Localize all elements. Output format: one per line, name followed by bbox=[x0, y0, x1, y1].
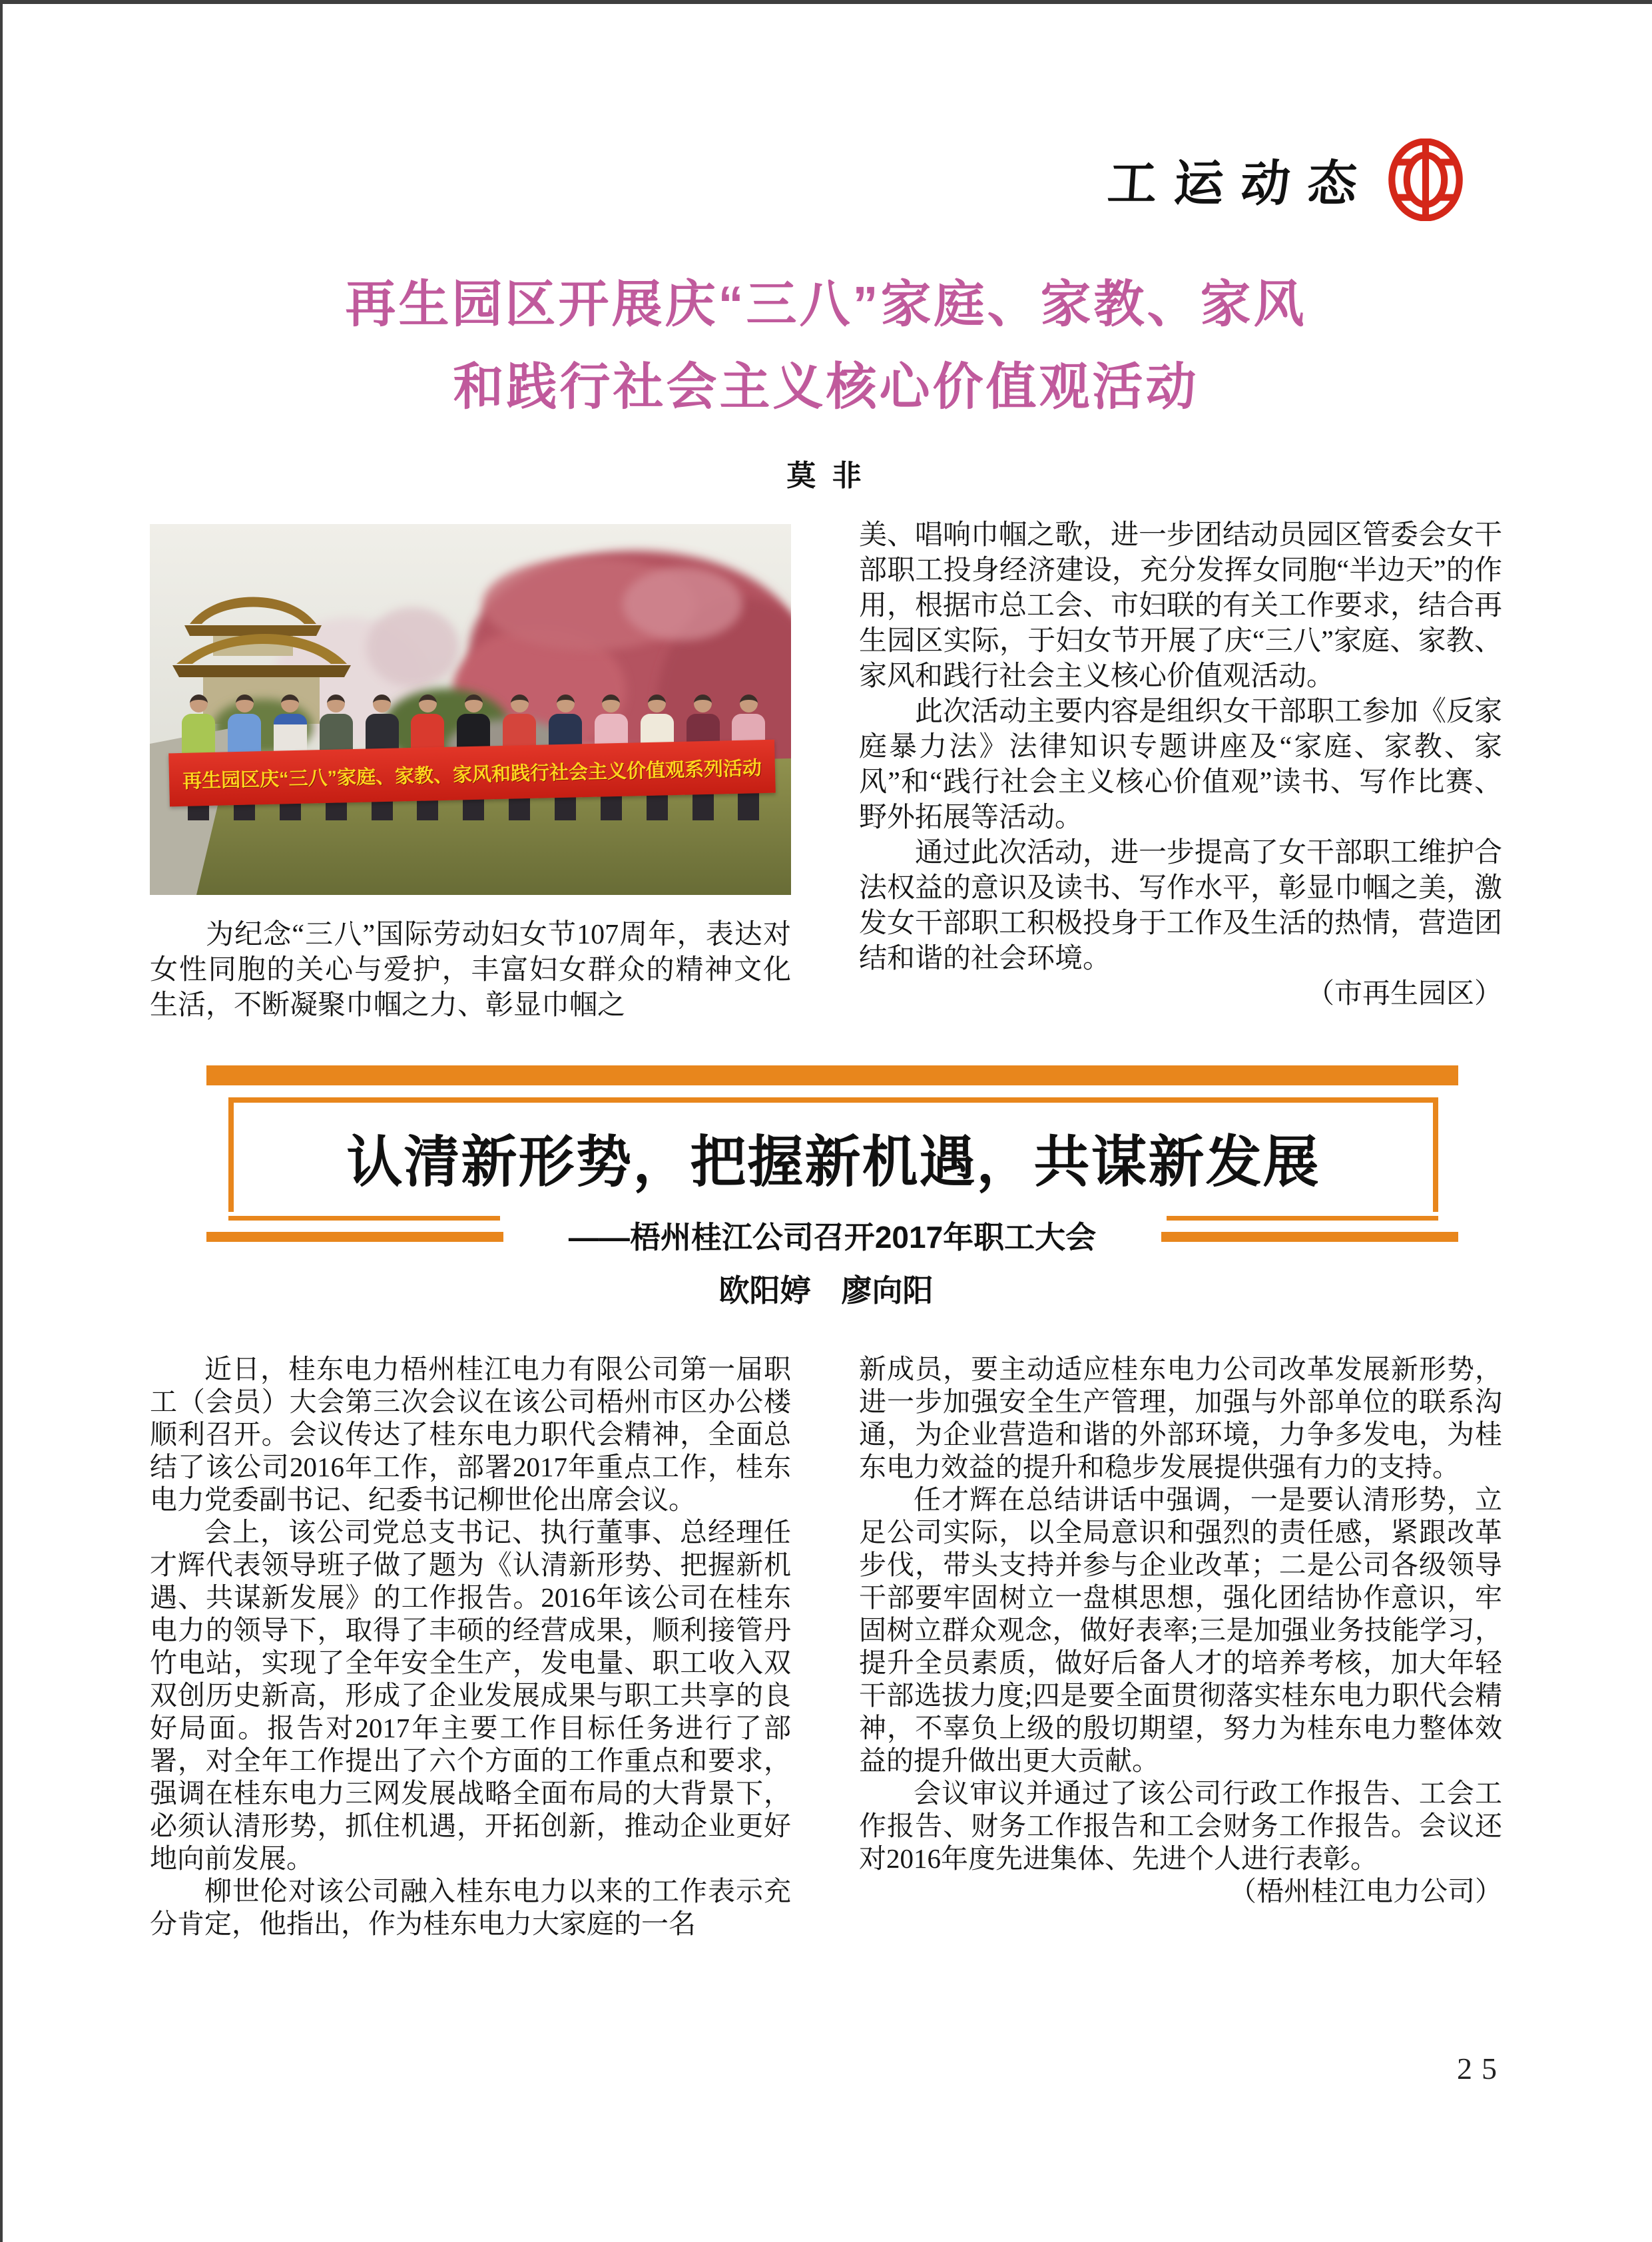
paragraph: 通过此次活动，进一步提高了女干部职工维护合法权益的意识及读书、写作水平，彰显巾帼之美，激发女干部职工积极投身于工作及生活的热情，营造团结和谐的社会环境。 bbox=[859, 838, 1503, 974]
article1-title bbox=[80, 276, 1572, 445]
paragraph: 近日，桂东电力梧州桂江电力有限公司第一届职工（会员）大会第三次会议在该公司梧州市区办公楼顺利召开。会议传达了桂东电力职代会精神，全面总结了该公司2016年工作，部署2017年重点工作，桂东电力党委副书记、纪委书记柳世伦出席会议。 bbox=[150, 1354, 791, 1515]
paragraph: 为纪念“三八”国际劳动妇女节107周年，表达对女性同胞的关心与爱护，丰富妇女群众的精神文化生活，不断凝聚巾帼之力、彰显巾帼之 bbox=[150, 920, 791, 1021]
article2-title: 认清新形势，把握新机遇，共谋新发展 bbox=[346, 1131, 1320, 1194]
article1-title-line1: 再生园区开展庆“三八”家庭、家教、家风 bbox=[345, 276, 1307, 333]
scan-edge-top bbox=[0, 0, 1652, 4]
article2-right-column bbox=[859, 1353, 1502, 1908]
masthead bbox=[1105, 139, 1464, 221]
paragraph: 柳世伦对该公司融入桂东电力以来的工作表示充分肯定，他指出，作为桂东电力大家庭的一名 bbox=[150, 1876, 791, 1939]
article2-title-box bbox=[206, 1065, 1458, 1276]
paragraph: 任才辉在总结讲话中强调，一是要认清形势，立足公司实际，以全局意识和强烈的责任感，紧跟改革步伐，带头支持并参与企业改革；二是公司各级领导干部要牢固树立一盘棋思想，强化团结协作意识，牢固树立群众观念，做好表率;三是加强业务技能学习，提升全员素质，做好后备人才的培养考核，加大年轻干部选拔力度;四是要全面贯彻落实桂东电力职代会精神，不辜负上级的殷切期望，努力为桂东电力整体效益的提升做出更大贡献。 bbox=[859, 1484, 1502, 1776]
article2-byline: （梧州桂江电力公司） bbox=[1229, 1876, 1502, 1906]
section-label: 工运动态 bbox=[1105, 157, 1376, 212]
trade-union-emblem-icon bbox=[1388, 139, 1464, 221]
paragraph: 此次活动主要内容是组织女干部职工参加《反家庭暴力法》法律知识专题讲座及“家庭、家教、家风”和“践行社会主义核心价值观”读书、写作比赛、野外拓展等活动。 bbox=[859, 697, 1503, 833]
paragraph: 美、唱响巾帼之歌，进一步团结动员园区管委会女干部职工投身经济建设，充分发挥女同胞“半边天”的作用，根据市总工会、市妇联的有关工作要求，结合再生园区实际，于妇女节开展了庆“三八”家庭、家教、家风和践行社会主义核心价值观活动。 bbox=[859, 520, 1503, 692]
article1-author: 莫 非 bbox=[786, 459, 866, 492]
article1-byline: （市再生园区） bbox=[1306, 979, 1502, 1009]
article1-title-line2: 和践行社会主义核心价值观活动 bbox=[453, 359, 1199, 416]
article1-right-column bbox=[859, 518, 1502, 1012]
article2-subtitle: ——梧州桂江公司召开2017年职工大会 bbox=[568, 1220, 1097, 1255]
paragraph: 会上，该公司党总支书记、执行董事、总经理任才辉代表领导班子做了题为《认清新形势、把握新机遇、共谋新发展》的工作报告。2016年该公司在桂东电力的领导下，取得了丰硕的经营成果，顺利接管丹竹电站，实现了全年安全生产，发电量、职工收入双双创历史新高，形成了企业发展成果与职工共享的良好局面。报告对2017年主要工作目标任务进行了部署，对全年工作提出了六个方面的工作重点和要求，强调在桂东电力三网发展战略全面布局的大背景下，必须认清形势，抓住机遇，开拓创新，推动企业更好地向前发展。 bbox=[150, 1517, 791, 1874]
article2-authors: 欧阳婷 廖向阳 bbox=[718, 1273, 934, 1308]
orange-inner-frame bbox=[228, 1097, 1438, 1212]
orange-top-bar bbox=[206, 1065, 1458, 1085]
article2-left-column bbox=[150, 1353, 791, 1940]
article1-photo bbox=[150, 524, 791, 895]
paragraph bbox=[859, 1777, 1502, 1906]
paragraph: 新成员，要主动适应桂东电力公司改革发展新形势，进一步加强安全生产管理，加强与外部单位的联系沟通，为企业营造和谐的外部环境，力争多发电，为桂东电力效益的提升和稳步发展提供强有力的支持。 bbox=[859, 1354, 1502, 1482]
scan-edge-left bbox=[0, 0, 3, 2242]
banner-text: 再生园区庆“三八”家庭、家教、家风和践行社会主义价值观系列活动 bbox=[182, 757, 762, 792]
page-number: 25 bbox=[1457, 2052, 1506, 2086]
paragraph-text: 会议审议并通过了该公司行政工作报告、工会工作报告、财务工作报告和工会财务工作报告。会议还对2016年度先进集体、先进个人进行表彰。 bbox=[859, 1778, 1502, 1874]
article1-left-column bbox=[150, 918, 791, 1023]
